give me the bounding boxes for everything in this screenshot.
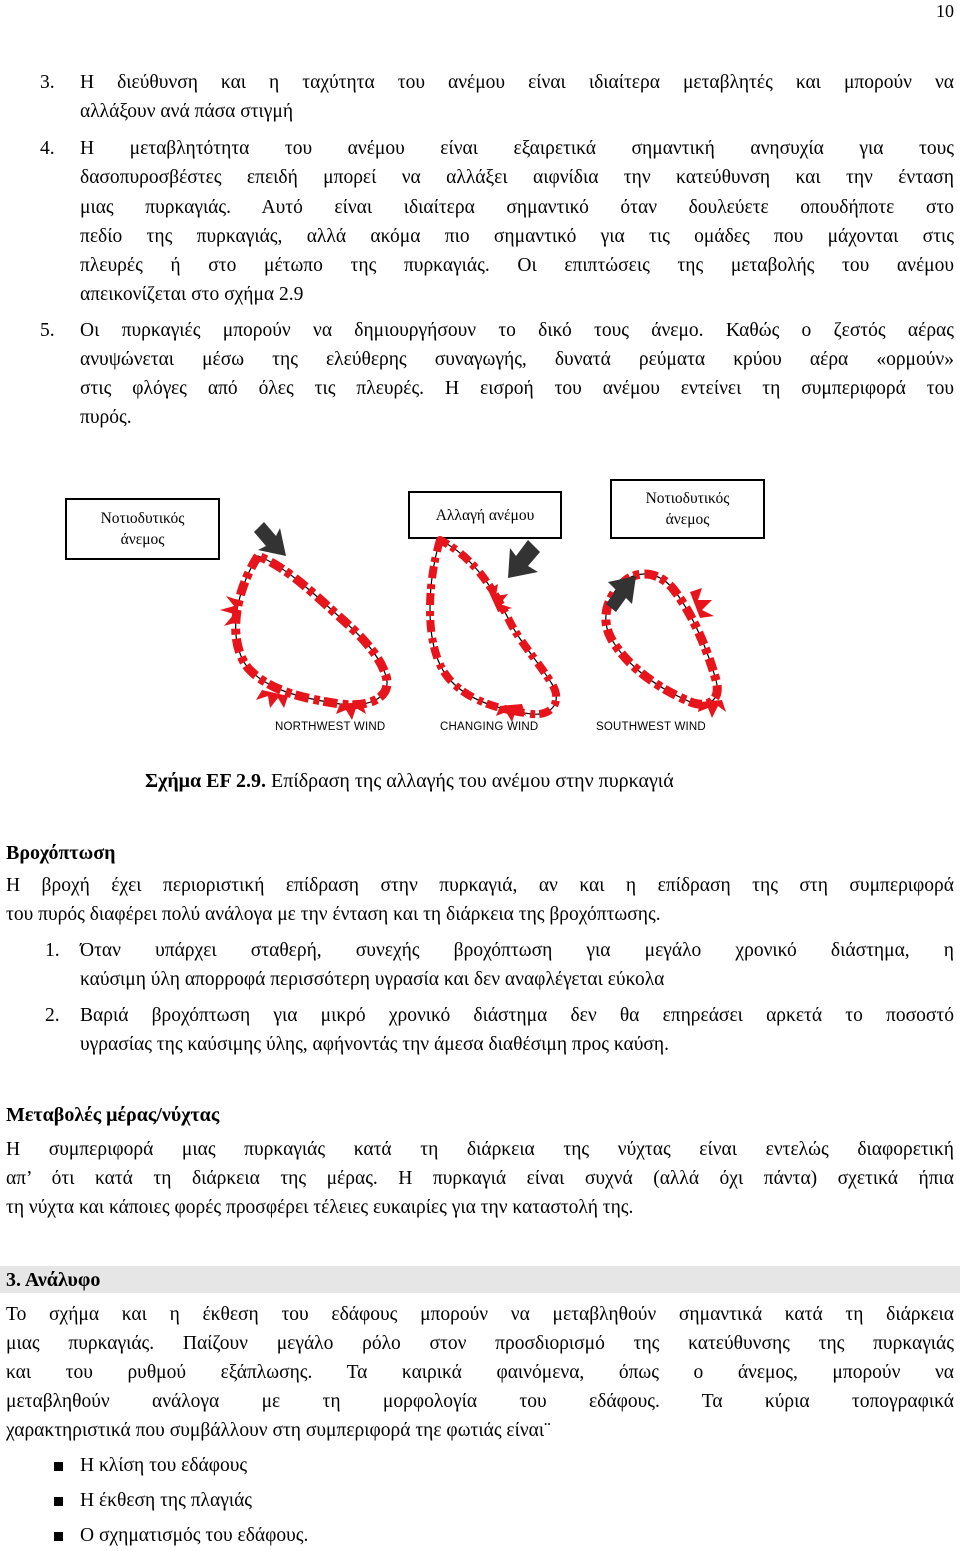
list-item-line: καύσιμη ύλη απορροφά περισσότερη υγρασία και δεν αναφλέγεται εύκολα xyxy=(80,969,665,990)
list-item-line: ανυψώνεται μέσω της ελεύθερης συναγωγής, δυνατά ρεύματα κρύου αέρα «ορμούν» xyxy=(80,349,954,370)
list-number: 5. xyxy=(40,320,55,341)
list-number: 4. xyxy=(40,138,55,159)
list-item-line: δασοπυροσβέστες επειδή μπορεί να αλλάξει αιφνίδια την κατεύθυνση και την ένταση xyxy=(80,167,954,188)
caption-text: Επίδραση της αλλαγής του ανέμου στην πυρκαγιά xyxy=(266,770,674,792)
caption-number: Σχήμα EF 2.9. xyxy=(145,770,266,792)
paragraph-line: Η βροχή έχει περιοριστική επίδραση στην πυρκαγιά, αν και η επίδραση της στη συμπεριφορά xyxy=(6,875,954,896)
paragraph-line: χαρακτηριστικά που συμβάλλουν στη συμπεριφορά τηε φωτιάς είναι¨ xyxy=(6,1420,551,1441)
list-item-line: Η διεύθυνση και η ταχύτητα του ανέμου είναι ιδιαίτερα μεταβλητές και μπορούν να xyxy=(80,72,954,93)
fire-shapes-illustration xyxy=(0,0,960,760)
list-item-line: Η μεταβλητότητα του ανέμου είναι εξαιρετικά σημαντική ανησυχία για τους xyxy=(80,138,954,159)
bullet-icon xyxy=(54,1497,63,1506)
section-heading-rain: Βροχόπτωση xyxy=(6,842,116,864)
arrow-middle-icon xyxy=(508,540,540,578)
figure-caption xyxy=(145,767,674,795)
bullet-item: Ο σχηματισμός του εδάφους. xyxy=(80,1525,309,1546)
list-number: 2. xyxy=(45,1005,60,1026)
list-item-line: αλλάξουν ανά πάσα στιγμή xyxy=(80,101,294,122)
list-number: 3. xyxy=(40,72,55,93)
paragraph-line: Η συμπεριφορά μιας πυρκαγιάς κατά τη διάρκεια της νύχτας είναι εντελώς διαφορετική xyxy=(6,1139,954,1160)
list-item-line: πεδίο της πυρκαγιάς, αλλά ακόμα πιο σημαντικό για τις ομάδες που μάχονται στις xyxy=(80,226,954,247)
list-item-line: υγρασίας της καύσιμης ύλης, αφήνοντάς την άμεσα διαθέσιμη προς καύση. xyxy=(80,1034,669,1055)
wind-label-southwest: SOUTHWEST WIND xyxy=(596,721,706,733)
box-text: Αλλαγή ανέμου xyxy=(435,506,535,524)
list-item-line: Όταν υπάρχει σταθερή, συνεχής βροχόπτωση για μεγάλο χρονικό διάστημα, η xyxy=(80,940,954,961)
list-item-line: μιας πυρκαγιάς. Αυτό είναι ιδιαίτερα σημαντικό όταν δουλεύετε οπουδήποτε στο xyxy=(80,197,954,218)
paragraph-line: απ’ ότι κατά τη διάρκεια της μέρας. Η πυρκαγιά είναι συχνά (αλλά όχι πάντα) σχετικά ήπια xyxy=(6,1168,954,1189)
list-item-line: πλευρές ή στο μέτωπο της πυρκαγιάς. Οι επιπτώσεις της μεταβολής του ανέμου xyxy=(80,255,954,276)
paragraph-line: μεταβληθούν ανάλογα με τη μορφολογία του εδάφους. Τα κύρια τοπογραφικά xyxy=(6,1391,954,1412)
wind-label-northwest: NORTHWEST WIND xyxy=(275,721,386,733)
paragraph-line: μιας πυρκαγιάς. Παίζουν μεγάλο ρόλο στον προσδιορισμό της κατεύθυνσης της πυρκαγιάς xyxy=(6,1333,954,1354)
list-item-line: στις φλόγες από όλες τις πλευρές. Η εισροή του ανέμου εντείνει τη συμπεριφορά του xyxy=(80,378,954,399)
box-text: άνεμος xyxy=(665,511,710,528)
paragraph-line: τη νύχτα και κάποιες φορές προσφέρει τέλειες ευκαιρίες για την καταστολή της. xyxy=(6,1197,634,1218)
bullet-item: Η έκθεση της πλαγιάς xyxy=(80,1490,253,1511)
box-text: Νοτιοδυτικός xyxy=(100,510,185,527)
list-item-line: Οι πυρκαγιές μπορούν να δημιουργήσουν το δικό τους άνεμο. Καθώς ο ζεστός αέρας xyxy=(80,320,954,341)
paragraph-line: του πυρός διαφέρει πολύ ανάλογα με την ένταση και τη διάρκεια της βροχόπτωσης. xyxy=(6,904,661,925)
box-text: άνεμος xyxy=(120,531,165,548)
section-heading-background xyxy=(0,1266,960,1293)
list-item-line: Βαριά βροχόπτωση για μικρό χρονικό διάστημα δεν θα επηρεάσει αρκετά το ποσοστό xyxy=(80,1005,954,1026)
box-text: Νοτιοδυτικός xyxy=(645,490,730,507)
list-number: 1. xyxy=(45,940,60,961)
fire-shape-left xyxy=(220,556,387,720)
wind-label-changing: CHANGING WIND xyxy=(440,721,539,733)
list-item-line: πυρός. xyxy=(80,407,132,428)
paragraph-line: και του ρυθμού εξάπλωσης. Τα καιρικά φαινόμενα, όπως ο άνεμος, μπορούν να xyxy=(6,1362,954,1383)
bullet-icon xyxy=(54,1462,63,1471)
list-item-line: απεικονίζεται στο σχήμα 2.9 xyxy=(80,284,304,305)
page-number: 10 xyxy=(936,1,954,21)
section-heading-relief: 3. Ανάλυφο xyxy=(6,1269,101,1291)
paragraph-line: Το σχήμα και η έκθεση του εδάφους μπορούν να μεταβληθούν σημαντικά κατά τη διάρκεια xyxy=(6,1304,954,1325)
arrow-left-icon xyxy=(254,522,286,556)
fire-shape-middle xyxy=(430,540,556,722)
bullet-item: Η κλίση του εδάφους xyxy=(80,1455,248,1476)
bullet-icon xyxy=(54,1532,63,1541)
section-heading-daynight: Μεταβολές μέρας/νύχτας xyxy=(6,1104,220,1126)
